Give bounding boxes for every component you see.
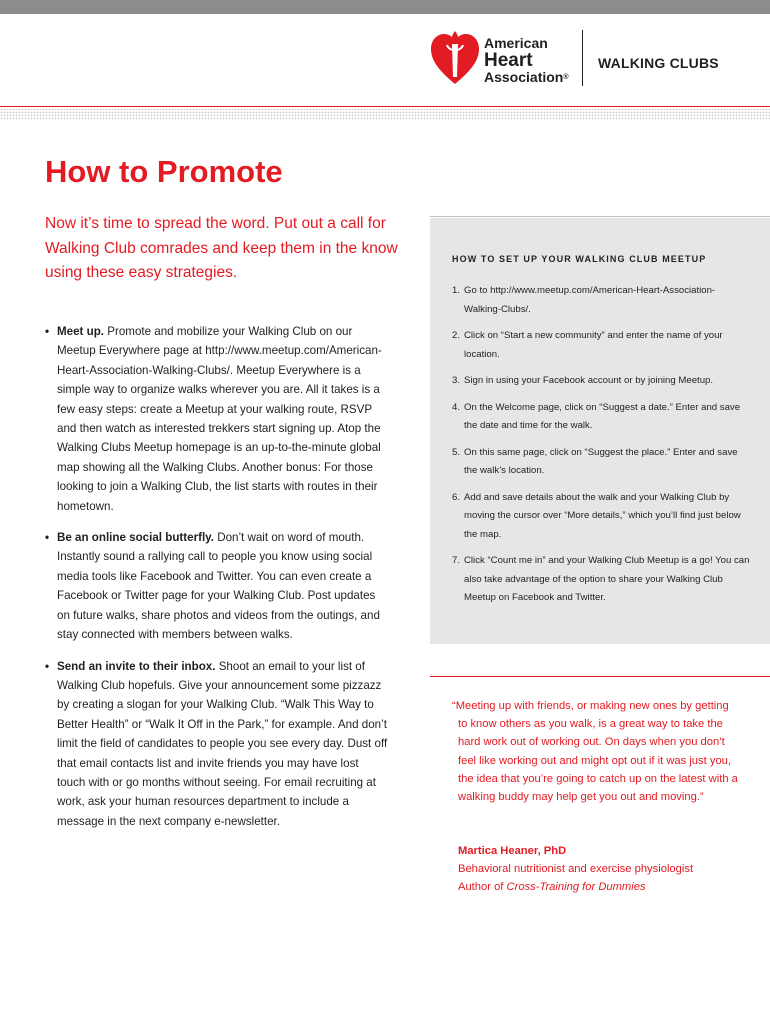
meetup-step	[452, 489, 752, 545]
quote-attribution	[458, 842, 748, 897]
logo-association-text: Association	[484, 69, 564, 85]
step-number: 5.	[452, 446, 461, 458]
book-title: Cross-Training for Dummies	[506, 881, 646, 894]
strategy-lead: Meet up.	[57, 325, 105, 338]
sidebar-top-rule	[430, 216, 770, 217]
meetup-step	[452, 282, 752, 319]
bullet: •	[45, 325, 50, 338]
top-bar	[0, 0, 770, 14]
step-text: Sign in using your Facebook account or by joining Meetup.	[464, 375, 714, 386]
header-rule	[0, 106, 770, 107]
strategy-body: Don’t wait on word of mouth. Instantly sound a rallying call to people you know using social media tools like Facebook and Twitter. You can even create a Facebook or Twitter page for your Walking Club. Post updates on future walks, share photos and videos from the outings, and stay connected with members between walks.	[57, 531, 380, 642]
heart-torch-icon	[430, 30, 480, 86]
meetup-step	[452, 327, 752, 364]
logo-line-heart: Heart	[484, 50, 533, 71]
meetup-step	[452, 399, 752, 436]
step-number: 3.	[452, 375, 461, 386]
step-text: Click “Count me in” and your Walking Club Meetup is a go! You can also take advantage of the option to share your Walking Club Meetup on Facebook and Twitter.	[464, 555, 750, 603]
strategy-list	[45, 322, 390, 843]
logo-line-american: American	[484, 35, 548, 51]
book-prefix: Author of	[458, 881, 507, 894]
step-number: 4.	[452, 401, 461, 413]
strategy-lead: Send an invite to their inbox.	[57, 659, 216, 673]
strategy-body: Promote and mobilize your Walking Club on our Meetup Everywhere page at http://www.meetup.com/American-Heart-Association-Walking-Clubs/. Meetup Everywhere is a simple way to organize walks wherever you are. All it takes is a few easy steps: create a Meetup at your walking route, RSVP and then watch as interested trekkers start signing up. Atop the Walking Clubs Meetup homepage is an up-to-the-minute global map showing all the Walking Clubs. Another bonus: For those looking to join a Walking Club, the list starts with routes in their hometown.	[57, 325, 382, 513]
step-number: 2.	[452, 330, 461, 341]
quote-author-book	[458, 878, 748, 896]
step-text: Add and save details about the walk and your Walking Club by moving the cursor over “More details,” which you’ll find just below the map.	[464, 491, 741, 540]
quote-author: Martica Heaner, PhD	[458, 845, 567, 857]
step-text: On this same page, click on “Suggest the place.” Enter and save the walk’s location.	[464, 446, 738, 476]
strategy-item	[45, 322, 390, 516]
intro-text: Now it’s time to spread the word. Put out a call for Walking Club comrades and keep them in the know using these easy strategies.	[45, 215, 398, 281]
quote-rule	[430, 676, 770, 677]
step-text: On the Welcome page, click on “Suggest a date.” Enter and save the date and time for the walk.	[464, 401, 741, 431]
header-dot-pattern	[0, 108, 770, 120]
program-name: WALKING CLUBS	[598, 55, 719, 71]
step-number: 1.	[452, 285, 461, 296]
meetup-step	[452, 444, 752, 481]
meetup-steps	[452, 282, 752, 616]
logo-wordmark	[484, 36, 569, 85]
pull-quote: “Meeting up with friends, or making new ones by getting to know others as you walk, is a great way to take the hard work out of working out. On days when you don’t feel like working out and might opt out if it was just you, the idea that you’re going to catch up on the latest with a walking buddy may help get you out and moving.”	[452, 700, 738, 804]
bullet: •	[45, 531, 50, 545]
step-number: 7.	[452, 555, 461, 566]
logo-divider	[582, 30, 583, 86]
meetup-step	[452, 552, 752, 608]
logo-line-association	[484, 70, 569, 85]
step-number: 6.	[452, 491, 461, 503]
quote-author-role: Behavioral nutritionist and exercise physiologist	[458, 863, 694, 876]
meetup-box-title: HOW TO SET UP YOUR WALKING CLUB MEETUP	[452, 254, 707, 264]
aha-logo	[430, 28, 730, 88]
strategy-lead: Be an online social butterfly.	[57, 531, 214, 545]
step-text: Click on “Start a new community” and enter the name of your location.	[464, 330, 723, 360]
page-title: How to Promote	[45, 154, 283, 189]
strategy-item	[45, 528, 390, 644]
registered-mark: ®	[563, 74, 569, 81]
strategy-item	[45, 657, 390, 832]
bullet: •	[45, 659, 50, 673]
strategy-body: Shoot an email to your list of Walking Club hopefuls. Give your announcement some pizzazz by creating a slogan for your Walking Club. “Walk This Way to Better Health” or “Walk It Off in the Park,” for example. And don’t limit the field of candidates to people you see every day. Dust off that email contacts list and invite friends you may have lost touch with or go months without seeing. For email recruiting at work, ask your human resources department to include a message in the next company e-newsletter.	[57, 659, 388, 828]
step-text: Go to http://www.meetup.com/American-Heart-Association-Walking-Clubs/.	[464, 285, 716, 315]
meetup-setup-box	[430, 218, 770, 644]
meetup-step	[452, 372, 752, 391]
